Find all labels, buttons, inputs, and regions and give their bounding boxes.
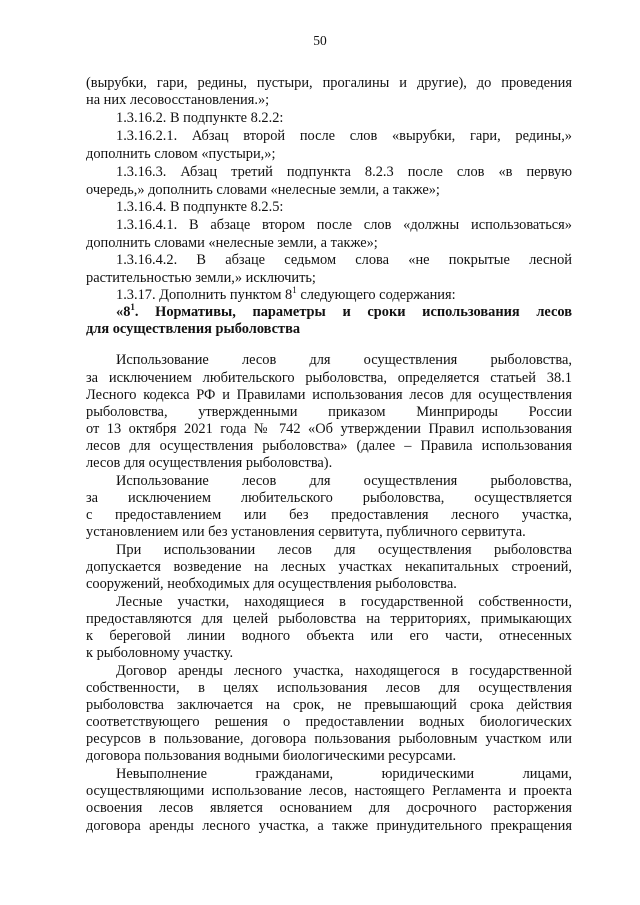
text-line: договора аренды лесного участка, а также принудительного прекращения: [86, 818, 572, 834]
text-line: Лесные участки, находящиеся в государственной собственности,: [116, 594, 572, 610]
superscript: 1: [130, 302, 135, 312]
text-line: предоставляются для целей рыболовства на территориях, примыкающих: [86, 611, 572, 627]
section-heading-line: [116, 304, 572, 321]
text-line: 1.3.16.2.1. Абзац второй после слов «вырубки, гари, редины,»: [116, 128, 572, 144]
text-line: рыболовства, утвержденными приказом Минприроды России: [86, 404, 572, 420]
text-line: лесов для осуществления рыболовства).: [86, 455, 333, 471]
text-line: 1.3.16.2. В подпункте 8.2.2:: [116, 110, 284, 126]
page-number: 50: [313, 33, 327, 48]
text-line: за исключением любительского рыболовства, определяется статьей 38.1: [86, 370, 572, 386]
text-line: Невыполнение гражданами, юридическими лицами,: [116, 766, 572, 782]
text-line: очередь,» дополнить словами «нелесные земли, а также»;: [86, 182, 440, 198]
text-line: 1.3.16.3. Абзац третий подпункта 8.2.3 после слов «в первую: [116, 164, 572, 180]
text-line: ресурсов в пользование, договора пользования рыболовным участком или: [86, 731, 572, 747]
section-heading-line: для осуществления рыболовства: [86, 321, 301, 337]
text-line: Лесного кодекса РФ и Правилами использования лесов для осуществления: [86, 387, 572, 403]
text-fragment: следующего содержания:: [296, 287, 456, 303]
text-line: 1.3.16.4. В подпункте 8.2.5:: [116, 199, 284, 215]
text-line: допускается возведение на лесных участках некапитальных строений,: [86, 559, 572, 575]
text-line: дополнить словом «пустыри,»;: [86, 146, 276, 162]
text-line: к рыболовному участку.: [86, 645, 234, 661]
text-line: к береговой линии водного объекта или его части, отнесенных: [86, 628, 572, 644]
text-line-insert-item: [116, 287, 572, 304]
text-line: рыболовства заключается на срок, не превышающий срока действия: [86, 697, 572, 713]
text-line: При использовании лесов для осуществления рыболовства: [116, 542, 572, 558]
text-line: Использование лесов для осуществления рыболовства,: [116, 352, 572, 368]
text-line: дополнить словами «нелесные земли, а также»;: [86, 235, 378, 251]
text-line: за исключением любительского рыболовства, осуществляется: [86, 490, 572, 506]
superscript: 1: [292, 285, 297, 295]
text-line: сооружений, необходимых для осуществления рыболовства.: [86, 576, 457, 592]
text-line: установлением или без установления сервитута, публичного сервитута.: [86, 524, 526, 540]
text-line: осуществляющими использование лесов, настоящего Регламента и проекта: [86, 783, 572, 799]
text-fragment: «8: [116, 304, 131, 320]
text-line: с предоставлением или без предоставления лесного участка,: [86, 507, 572, 523]
text-line: освоения лесов является основанием для досрочного расторжения: [86, 800, 572, 816]
text-line: растительностью земли,» исключить;: [86, 270, 316, 286]
text-line: на них лесовосстановления.»;: [86, 92, 270, 108]
text-line: 1.3.16.4.2. В абзаце седьмом слова «не покрытые лесной: [116, 252, 572, 268]
text-line: собственности, в целях использования лесов для осуществления: [86, 680, 572, 696]
text-fragment: 1.3.17. Дополнить пунктом 8: [116, 287, 293, 303]
text-line: соответствующего решения о предоставлении водных биологических: [86, 714, 572, 730]
text-line: лесов для осуществления рыболовства» (далее – Правила использования: [86, 438, 572, 454]
text-line: Использование лесов для осуществления рыболовства,: [116, 473, 572, 489]
text-line: Договор аренды лесного участка, находящегося в государственной: [116, 663, 572, 679]
text-line: 1.3.16.4.1. В абзаце втором после слов «должны использоваться»: [116, 217, 572, 233]
text-line: (вырубки, гари, редины, пустыри, прогалины и другие), до проведения: [86, 75, 572, 91]
text-fragment: . Нормативы, параметры и сроки использования лесов: [134, 304, 572, 320]
text-line: от 13 октября 2021 года № 742 «Об утверждении Правил использования: [86, 421, 572, 437]
text-line: договора пользования водными биологическими ресурсами.: [86, 748, 457, 764]
